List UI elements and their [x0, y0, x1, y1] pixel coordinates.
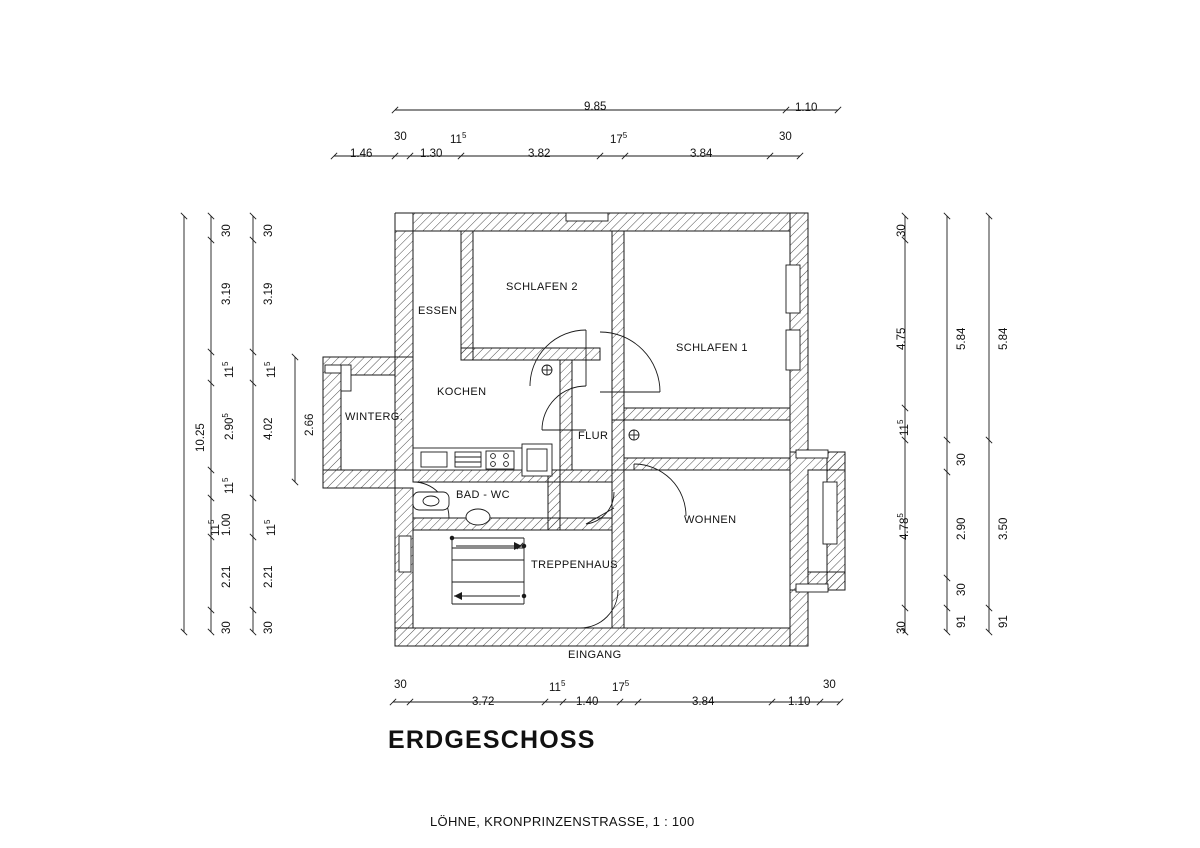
dimension-bottom-wall-4: 30	[823, 679, 836, 691]
dimension-left3-402: 4.02	[263, 417, 275, 440]
room-label-bad-wc: BAD - WC	[456, 489, 510, 501]
dimension-top-wall-2	[450, 131, 466, 146]
dimension-bottom-inner-3: 3.84	[692, 696, 715, 708]
dimension-value: 11	[265, 524, 278, 536]
dimension-right1-115	[896, 420, 911, 436]
dimension-top-right-offset: 1.10	[795, 102, 818, 114]
dimension-top-inner-1: 1.46	[350, 148, 373, 160]
dimension-right1-30-top: 30	[896, 224, 908, 237]
dimension-value: 11	[898, 424, 911, 436]
dimension-right3-584: 5.84	[998, 327, 1010, 350]
dimension-top-inner-3: 3.82	[528, 148, 551, 160]
dimension-superscript: 5	[221, 413, 230, 418]
dimension-left2-100: 1.00	[221, 513, 233, 536]
dimension-superscript: 5	[622, 131, 628, 140]
dimension-left4-266: 2.66	[304, 413, 316, 436]
dimension-bottom-wall-3	[612, 679, 629, 694]
dimension-right1-30-bottom: 30	[896, 621, 908, 634]
dimension-lines	[184, 110, 989, 702]
dimension-top-inner-4: 3.84	[690, 148, 713, 160]
room-label-wohnen: WOHNEN	[684, 514, 737, 526]
dimension-left2-115b	[221, 478, 236, 494]
dimension-value: 11	[209, 524, 222, 536]
room-label-flur: FLUR	[578, 430, 609, 442]
dimension-right2-584: 5.84	[956, 327, 968, 350]
dimension-left2-30-top: 30	[221, 224, 233, 237]
dimension-left3-115b	[263, 520, 278, 536]
room-label-eingang: EINGANG	[568, 649, 622, 661]
dimension-bottom-inner-2: 1.40	[576, 696, 599, 708]
dimension-left3-319: 3.19	[263, 282, 275, 305]
room-label-schlafen-1: SCHLAFEN 1	[676, 342, 748, 354]
dimension-top-wall-4: 30	[779, 131, 792, 143]
dimension-superscript: 5	[624, 679, 630, 688]
dimension-value: 11	[450, 133, 462, 146]
dimension-superscript: 5	[221, 361, 230, 367]
dimension-right2-30-upper: 30	[956, 453, 968, 466]
dimension-bottom-wall-1: 30	[394, 679, 407, 691]
dimension-superscript: 5	[896, 419, 905, 425]
dimension-right2-290: 2.90	[956, 517, 968, 540]
dimension-right1-4785	[896, 513, 911, 540]
dimension-left-total: 10.25	[195, 423, 207, 452]
dimension-value: 17	[612, 681, 625, 694]
dimension-value: 2.90	[223, 417, 236, 440]
room-label-treppenhaus: TREPPENHAUS	[531, 559, 618, 571]
dimension-left3-115a	[263, 362, 278, 378]
dimension-superscript: 5	[461, 131, 467, 140]
dimension-superscript: 5	[896, 513, 905, 518]
staircase	[450, 536, 526, 604]
dimension-left2-115a	[221, 362, 236, 378]
dimension-value: 11	[223, 366, 236, 378]
dimension-left2-30-bottom: 30	[221, 621, 233, 634]
dimension-right3-350: 3.50	[998, 517, 1010, 540]
dimension-left2-2905	[221, 413, 236, 440]
dimension-value: 4.78	[898, 517, 911, 540]
dimension-value: 17	[610, 133, 623, 146]
dimension-left2-115c	[207, 520, 222, 536]
page-title: ERDGESCHOSS	[388, 726, 596, 754]
dimension-bottom-inner-4: 1.10	[788, 696, 811, 708]
dimension-right3-91: 91	[998, 615, 1010, 628]
room-label-wintergarten: WINTERG.	[345, 411, 404, 423]
dimension-top-inner-2: 1.30	[420, 148, 443, 160]
dimension-value: 11	[265, 366, 278, 378]
dimension-top-wall-3	[610, 131, 627, 146]
dimension-superscript: 5	[221, 477, 230, 483]
dimension-superscript: 5	[560, 679, 566, 688]
dimension-right2-30-lower: 30	[956, 583, 968, 596]
room-label-kochen: KOCHEN	[437, 386, 487, 398]
dimension-left3-221: 2.21	[263, 565, 275, 588]
room-label-schlafen-2: SCHLAFEN 2	[506, 281, 578, 293]
dimension-value: 11	[549, 681, 561, 694]
dimension-left2-319: 3.19	[221, 282, 233, 305]
dimension-superscript: 5	[263, 361, 272, 367]
drawing-caption: LÖHNE, KRONPRINZENSTRASSE, 1 : 100	[430, 814, 695, 829]
dimension-superscript: 5	[263, 519, 272, 525]
dimension-superscript: 5	[207, 519, 216, 525]
room-label-essen: ESSEN	[418, 305, 458, 317]
dimension-left3-30-bottom: 30	[263, 621, 275, 634]
dimension-value: 11	[223, 482, 236, 494]
dimension-top-total: 9.85	[584, 101, 607, 113]
dimension-left3-30-top: 30	[263, 224, 275, 237]
dimension-right2-91: 91	[956, 615, 968, 628]
dimension-bottom-inner-1: 3.72	[472, 696, 495, 708]
dimension-top-wall-1: 30	[394, 131, 407, 143]
dimension-right1-475: 4.75	[896, 327, 908, 350]
dimension-left2-221: 2.21	[221, 565, 233, 588]
dimension-bottom-wall-2	[549, 679, 565, 694]
